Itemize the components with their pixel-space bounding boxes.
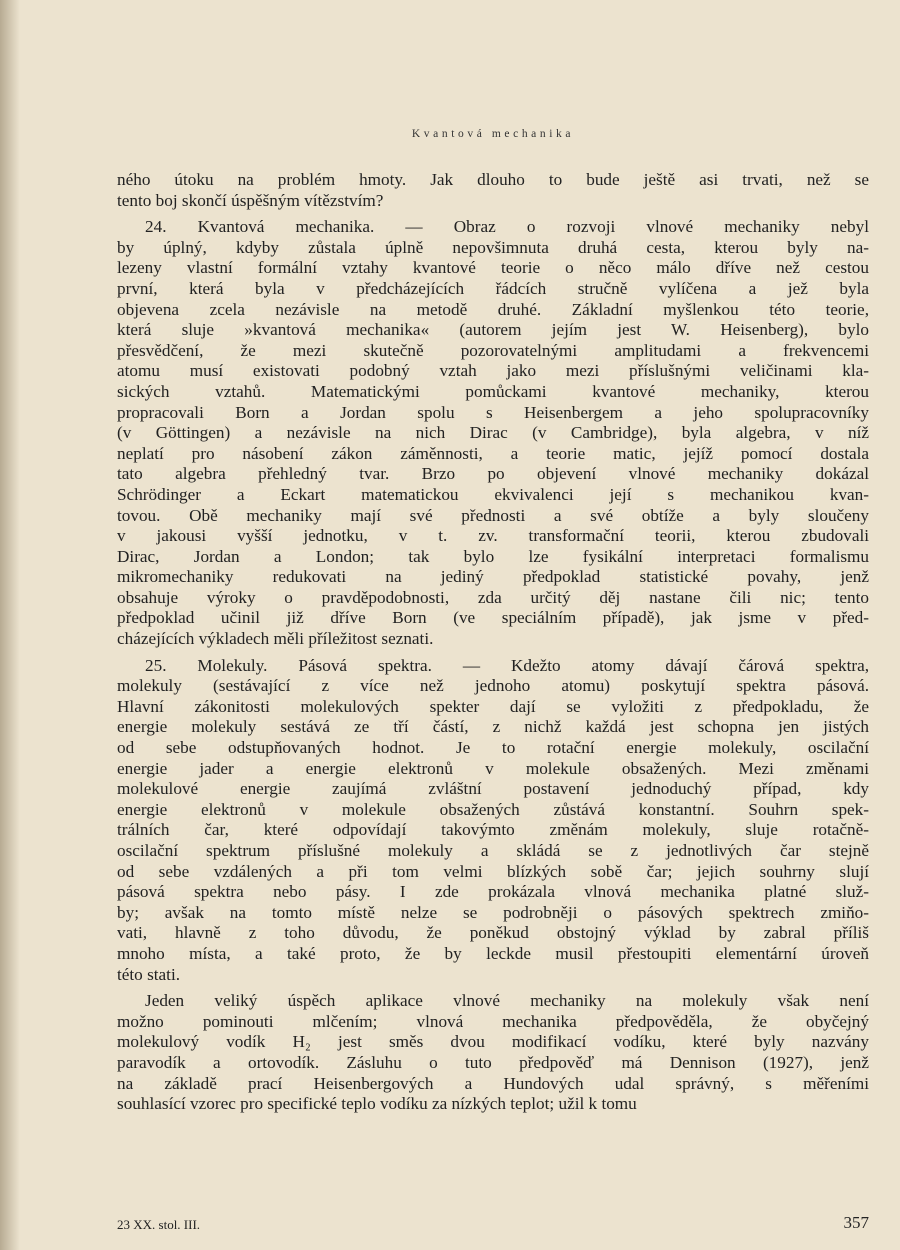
text-line: přesvědčení, že mezi skutečně pozorovatelnými amplitudami a frekvencemi — [117, 340, 869, 360]
page-edge-shadow — [0, 0, 20, 1250]
text-line: by úplný, kdyby zůstala úplně nepovšimnuta druhá cesta, kterou byly na- — [117, 237, 869, 257]
text-line: tato algebra přehledný tvar. Brzo po objevení vlnové mechaniky dokázal — [117, 464, 869, 484]
signature-mark: 23 XX. stol. III. — [117, 1217, 201, 1232]
text-line: by; avšak na tomto místě nelze se podrobněji o pásových spektrech zmiňo- — [117, 902, 869, 922]
running-head: Kvantová mechanika — [411, 128, 575, 140]
text-line: na základě prací Heisenbergových a Hundových udal správný, s měřeními — [117, 1073, 869, 1093]
text-line: cházejících výkladech měli příležitost seznati. — [117, 629, 434, 649]
text-line: lezeny vlastní formální vztahy kvantové teorie o něco málo dříve než cestou — [117, 258, 869, 278]
text-line: energie jader a energie elektronů v molekule obsažených. Mezi změnami — [117, 758, 869, 778]
text-line: této stati. — [117, 964, 181, 984]
text-line: pásová spektra nebo pásy. I zde prokázala vlnová mechanika platné služ- — [117, 882, 869, 902]
text-line: (v Göttingen) a nezávisle na nich Dirac (v Cambridge), byla algebra, v níž — [117, 423, 869, 443]
text-line: Schrödinger a Eckart matematickou ekvivalenci její s mechanikou kvan- — [117, 484, 869, 504]
text-line: Jeden veliký úspěch aplikace vlnové mechaniky na molekuly však není — [145, 991, 869, 1011]
paragraph — [117, 170, 869, 211]
text-line: obsahuje výroky o pravděpodobnosti, zda určitý děj nastane čili nic; tento — [117, 587, 869, 607]
text-line: propracovali Born a Jordan spolu s Heisenbergem a jeho spolupracovníky — [117, 402, 869, 422]
text-line: molekuly (sestávající z více než jednoho atomu) poskytují spektra pásová. — [117, 676, 869, 696]
text-line: mikromechaniky redukovati na jediný předpoklad statistické povahy, jenž — [117, 567, 869, 587]
text-line: vati, hlavně z toho důvodu, že poněkud obstojný výklad by zabral příliš — [117, 923, 869, 943]
text-line: Hlavní zákonitosti molekulových spekter dají se vyložiti z předpokladu, že — [117, 696, 869, 716]
paragraph — [117, 656, 869, 986]
text-line: oscilační spektrum příslušné molekuly a skládá se z jednotlivých čar stejně — [117, 841, 869, 860]
text-line: mnoho místa, a také proto, že by leckde musil přestoupiti elementární úroveň — [117, 943, 869, 963]
text-line: v jakousi vyšší jednotku, v t. zv. transformační teorii, kterou zbudovali — [117, 526, 869, 546]
text-line: tovou. Obě mechaniky mají své přednosti a své obtíže a byly sloučeny — [117, 505, 869, 525]
text-line: trálních čar, které odpovídají takovýmto změnám molekuly, sluje rotačně- — [117, 820, 869, 840]
text-line: tento boj skončí úspěšným vítězstvím? — [117, 190, 384, 210]
paragraph — [117, 991, 869, 1115]
body-text — [117, 170, 869, 1115]
text-line: sických vztahů. Matematickými pomůckami kvantové mechaniky, kterou — [117, 381, 869, 401]
text-line: 24. Kvantová mechanika. — Obraz o rozvoji vlnové mechaniky nebyl — [145, 217, 869, 237]
text-line: 25. Molekuly. Pásová spektra. — Kdežto atomy dávají čárová spektra, — [145, 655, 869, 675]
text-line: která sluje »kvantová mechanika« (autorem jejím jest W. Heisenberg), bylo — [117, 320, 869, 340]
text-line: energie elektronů v molekule obsažených zůstává konstantní. Souhrn spek- — [117, 799, 869, 819]
text-line: od sebe vzdálených a při tom velmi blízkých sobě čar; jejich souhrny slují — [117, 861, 869, 881]
text-line: ného útoku na problém hmoty. Jak dlouho to bude ještě asi trvati, než se — [117, 170, 869, 189]
text-line: souhlasící vzorec pro specifické teplo vodíku za nízkých teplot; užil k tomu — [117, 1094, 637, 1114]
text-line: molekulový vodík H₂ jest směs dvou modifikací vodíku, které byly nazvány — [117, 1032, 869, 1052]
text-line: paravodík a ortovodík. Zásluhu o tuto předpověď má Dennison (1927), jenž — [117, 1052, 869, 1072]
text-line: energie molekuly sestává ze tří částí, z nichž každá jest schopna jen jistých — [117, 717, 869, 737]
text-line: od sebe odstupňovaných hodnot. Je to rotační energie molekuly, oscilační — [117, 738, 869, 758]
text-line: atomu musí existovati podobný vztah jako mezi příslušnými veličinami kla- — [117, 361, 869, 381]
text-line: první, která byla v předcházejících řádcích stručně vylíčena a jež byla — [117, 278, 869, 298]
paragraph — [117, 217, 869, 649]
text-line: možno pominouti mlčením; vlnová mechanika předpověděla, že obyčejný — [117, 1011, 869, 1031]
text-line: předpoklad učinil již dříve Born (ve speciálním případě), jak jsme v před- — [117, 608, 869, 628]
text-line: Dirac, Jordan a London; tak bylo lze fysikální interpretaci formalismu — [117, 546, 869, 566]
text-line: objevena zcela nezávisle na metodě druhé. Základní myšlenkou této teorie, — [117, 299, 869, 319]
text-line: molekulové energie zaujímá zvláštní postavení jednoduchý případ, kdy — [117, 779, 869, 799]
text-line: neplatí pro násobení zákon záměnnosti, a teorie matic, jejíž pomocí dostala — [117, 443, 869, 463]
page-number: 357 — [843, 1213, 869, 1232]
